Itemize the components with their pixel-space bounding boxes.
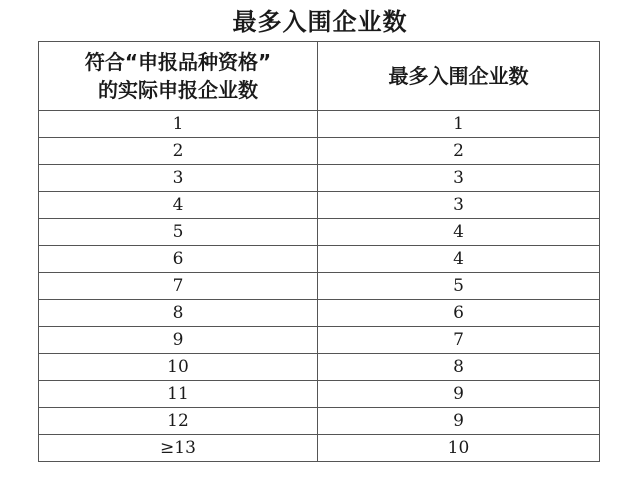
table-row [39, 192, 600, 219]
cell-applicants: 9 [39, 327, 318, 354]
header-applicant-count-line1: 符合“申报品种资格” [84, 50, 272, 74]
cell-applicants: 1 [39, 111, 318, 138]
cell-applicants: 10 [39, 354, 318, 381]
cell-max-selected: 6 [318, 300, 600, 327]
cell-max-selected: 9 [318, 381, 600, 408]
header-max-selected: 最多入围企业数 [318, 42, 600, 111]
table-row [39, 138, 600, 165]
cell-applicants: 2 [39, 138, 318, 165]
cell-applicants: 8 [39, 300, 318, 327]
cell-applicants: ≥13 [39, 435, 318, 462]
cell-applicants: 12 [39, 408, 318, 435]
table-row [39, 111, 600, 138]
cell-max-selected: 1 [318, 111, 600, 138]
table-row [39, 354, 600, 381]
cell-max-selected: 8 [318, 354, 600, 381]
cell-max-selected: 7 [318, 327, 600, 354]
table-row [39, 219, 600, 246]
cell-max-selected: 4 [318, 219, 600, 246]
cell-applicants: 4 [39, 192, 318, 219]
cell-max-selected: 3 [318, 165, 600, 192]
cell-max-selected: 3 [318, 192, 600, 219]
table-row [39, 381, 600, 408]
header-applicant-count-line2: 的实际申报企业数 [98, 78, 258, 102]
table-row [39, 435, 600, 462]
cell-max-selected: 2 [318, 138, 600, 165]
cell-applicants: 5 [39, 219, 318, 246]
table-row [39, 273, 600, 300]
cell-applicants: 7 [39, 273, 318, 300]
cell-applicants: 6 [39, 246, 318, 273]
quota-table [38, 41, 600, 462]
cell-applicants: 11 [39, 381, 318, 408]
table-row [39, 300, 600, 327]
table-row [39, 408, 600, 435]
cell-max-selected: 4 [318, 246, 600, 273]
table-header-row [39, 42, 600, 111]
cell-max-selected: 9 [318, 408, 600, 435]
table-row [39, 327, 600, 354]
header-applicant-count [39, 42, 318, 111]
table-row [39, 165, 600, 192]
table-row [39, 246, 600, 273]
cell-max-selected: 10 [318, 435, 600, 462]
cell-applicants: 3 [39, 165, 318, 192]
document-title: 最多入围企业数 [232, 8, 408, 36]
cell-max-selected: 5 [318, 273, 600, 300]
